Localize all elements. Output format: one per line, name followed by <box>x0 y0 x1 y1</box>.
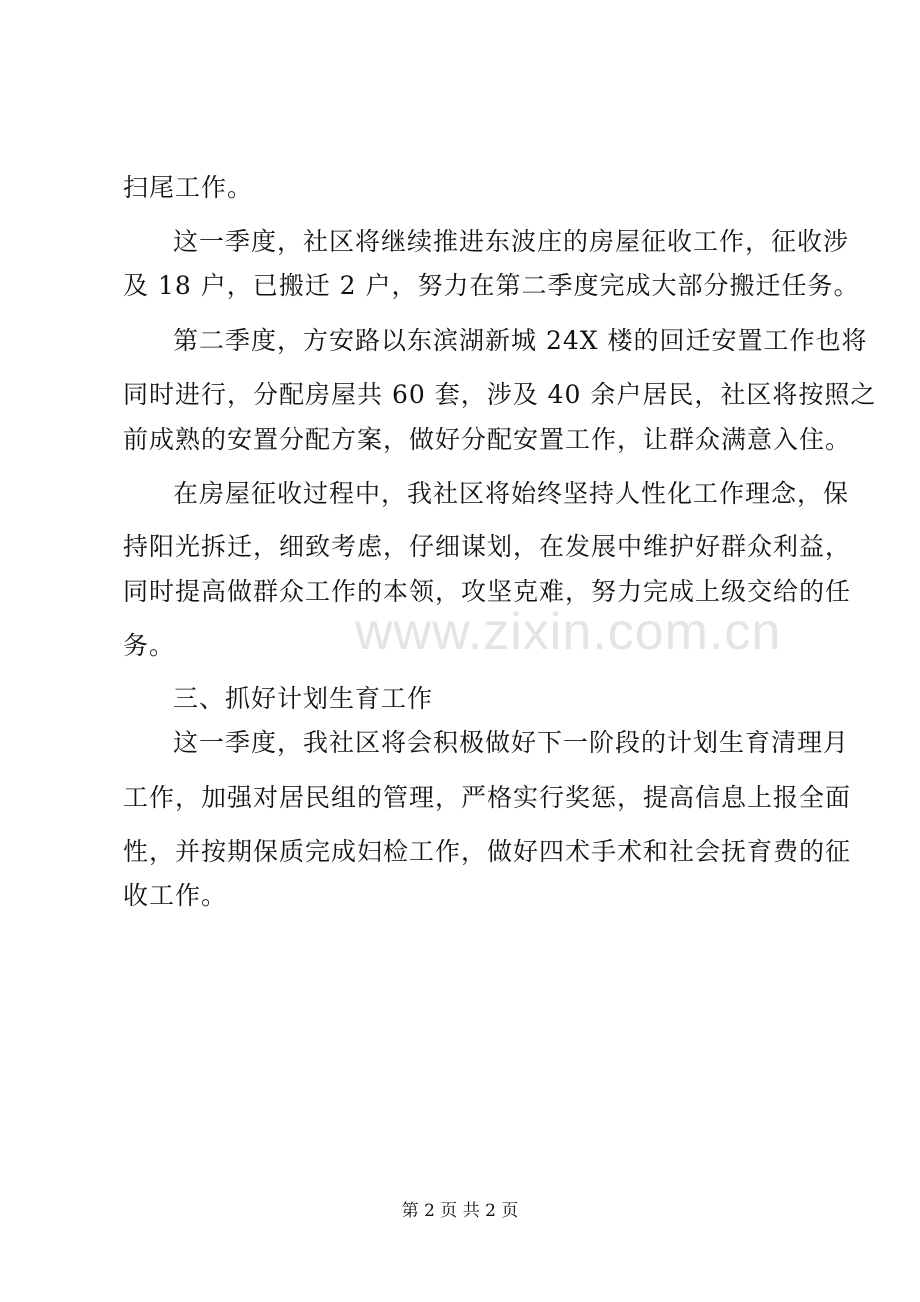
text-line: 第二季度，方安路以东滨湖新城 24X 楼的回迁安置工作也将 <box>173 326 868 355</box>
text-line: 收工作。 <box>123 881 228 910</box>
text-line: 工作，加强对居民组的管理，严格实行奖惩，提高信息上报全面 <box>123 783 852 812</box>
section-heading: 三、抓好计划生育工作 <box>173 684 434 713</box>
text-line: 同时进行，分配房屋共 60 套，涉及 40 余户居民，社区将按照之 <box>123 380 877 409</box>
text-line: 务。 <box>123 631 176 660</box>
text-line: 在房屋征收过程中，我社区将始终坚持人性化工作理念，保 <box>173 479 850 508</box>
text-line: 这一季度，社区将继续推进东波庄的房屋征收工作，征收涉 <box>173 227 850 256</box>
text-line: 同时提高做群众工作的本领，攻坚克难，努力完成上级交给的任 <box>123 577 852 606</box>
text-line: 扫尾工作。 <box>123 173 254 202</box>
page-footer: 第 2 页 共 2 页 <box>401 1201 519 1221</box>
text-line: 前成熟的安置分配方案，做好分配安置工作，让群众满意入住。 <box>123 425 852 454</box>
text-line: 持阳光拆迁，细致考虑，仔细谋划，在发展中维护好群众利益， <box>123 532 852 561</box>
text-line: 及 18 户，已搬迁 2 户，努力在第二季度完成大部分搬迁任务。 <box>123 271 860 300</box>
watermark: www.zixin.com.cn <box>355 603 782 661</box>
text-line: 性，并按期保质完成妇检工作，做好四术手术和社会抚育费的征 <box>123 837 852 866</box>
text-line: 这一季度，我社区将会积极做好下一阶段的计划生育清理月 <box>173 728 850 757</box>
